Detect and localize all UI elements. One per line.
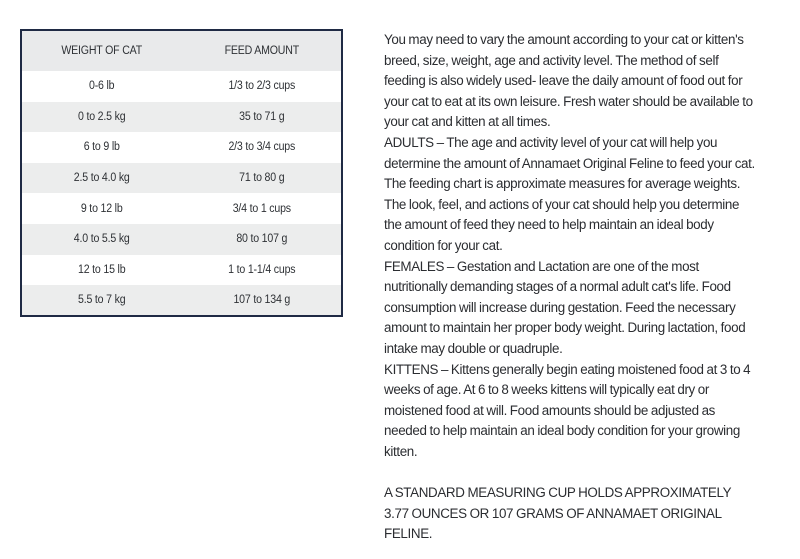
amount-cell: 2/3 to 3/4 cups: [227, 141, 295, 154]
measuring-cup-note: A STANDARD MEASURING CUP HOLDS APPROXIMATELY 3.77 OUNCES OR 107 GRAMS OF ANNAMAET ORIGINAL FELINE.: [384, 485, 731, 542]
amount-cell: 1 to 1-1/4 cups: [227, 263, 295, 276]
table-row: [21, 71, 342, 102]
weight-cell: 6 to 9 lb: [83, 141, 120, 154]
weight-cell: 4.0 to 5.5 kg: [73, 233, 130, 246]
table-row: [21, 285, 342, 316]
amount-cell: 80 to 107 g: [235, 233, 287, 246]
intro-paragraph: You may need to vary the amount according to your cat or kitten's breed, size, weight, age and activity level. The method of self feeding is also widely used- leave the daily amount of food out for your cat to eat at its own leisure. Fresh water should be available to your cat and kitten at all times.: [384, 32, 753, 130]
amount-cell: 3/4 to 1 cups: [232, 202, 291, 215]
amount-cell: 107 to 134 g: [232, 293, 290, 306]
table-header-row: [21, 30, 342, 71]
females-paragraph: FEMALES – Gestation and Lactation are one of the most nutritionally demanding stages of a normal adult cat's life. Food consumption will increase during gestation. Feed the necessary amount to maintain her proper body weight. During lactation, food intake may double or quadruple.: [384, 258, 746, 356]
weight-cell: 0 to 2.5 kg: [78, 110, 126, 123]
amount-cell: 71 to 80 g: [238, 172, 284, 185]
table-row: [21, 102, 342, 133]
feeding-guidelines-text: [384, 30, 756, 545]
feeding-chart-table: [20, 29, 343, 317]
table-row: [21, 132, 342, 163]
weight-column-header: WEIGHT OF CAT: [61, 45, 143, 57]
weight-cell: 0-6 lb: [89, 80, 115, 93]
weight-cell: 2.5 to 4.0 kg: [73, 172, 130, 185]
table-row: [21, 255, 342, 286]
amount-cell: 35 to 71 g: [238, 110, 284, 123]
weight-cell: 9 to 12 lb: [80, 202, 123, 215]
adults-paragraph: ADULTS – The age and activity level of your cat will help you determine the amount of Annamaet Original Feline to feed your cat. The feeding chart is approximate measures for average weights. The look, feel, and actions of your cat should help you determine the amount of feed they need to help maintain an ideal body condition for your cat.: [384, 134, 755, 253]
kittens-paragraph: KITTENS – Kittens generally begin eating moistened food at 3 to 4 weeks of age. At 6 to 8 weeks kittens will typically eat dry or moistened food at will. Food amounts should be adjusted as needed to help maintain an ideal body condition for your growing kitten.: [384, 361, 751, 459]
table-row: [21, 224, 342, 255]
table-row: [21, 163, 342, 194]
amount-column-header: FEED AMOUNT: [224, 45, 299, 57]
table-body: [21, 71, 342, 316]
table-row: [21, 193, 342, 224]
weight-cell: 12 to 15 lb: [78, 263, 126, 276]
weight-cell: 5.5 to 7 kg: [78, 293, 126, 306]
amount-cell: 1/3 to 2/3 cups: [227, 80, 295, 93]
table-header: [21, 30, 342, 71]
paragraph-spacer: [384, 462, 756, 483]
